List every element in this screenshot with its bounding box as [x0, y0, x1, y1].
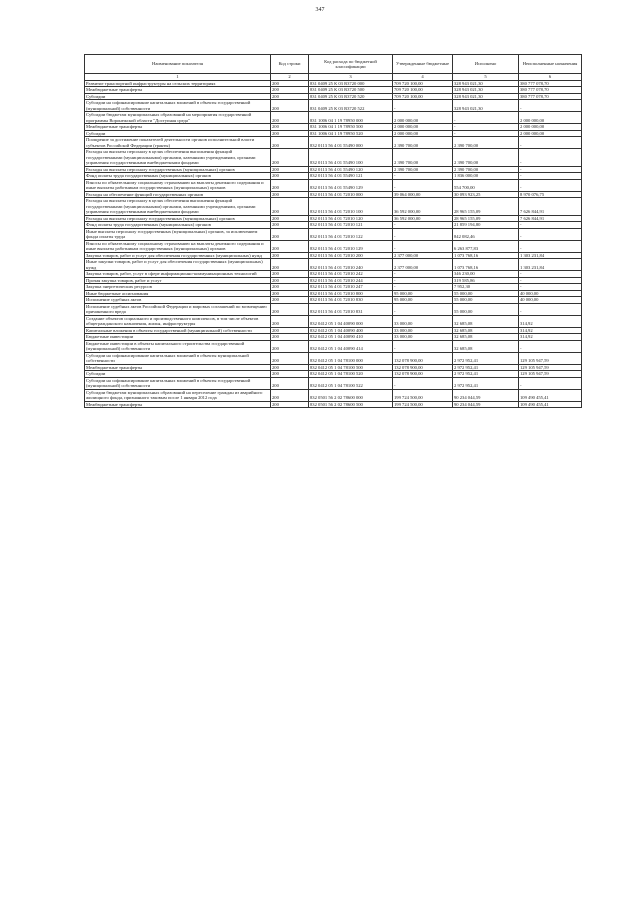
row-line-code: 200 [271, 340, 309, 352]
row-line-code: 200 [271, 315, 309, 327]
column-number: 4 [393, 74, 453, 81]
row-approved-amount: 33 000,00 [393, 327, 453, 334]
row-line-code: 200 [271, 191, 309, 198]
row-line-code: 200 [271, 240, 309, 252]
row-approved-amount: 132 078 900,00 [393, 371, 453, 378]
row-indicator-name: Субсидии [85, 93, 271, 100]
row-unexecuted-amount: 380 777 078,70 [519, 87, 582, 94]
row-line-code: 200 [271, 259, 309, 271]
row-indicator-name: Закупка энергетических ресурсов [85, 284, 271, 291]
row-approved-amount: 2 000 000,00 [393, 130, 453, 137]
column-number: 3 [309, 74, 393, 81]
row-line-code: 200 [271, 297, 309, 304]
row-approved-amount: 199 724 500,00 [393, 389, 453, 401]
row-approved-amount: - [393, 222, 453, 229]
row-approved-amount: 132 078 900,00 [393, 352, 453, 364]
row-executed-amount: 32 685,08 [453, 315, 519, 327]
row-approved-amount: 39 064 000,00 [393, 191, 453, 198]
budget-execution-table [84, 54, 582, 408]
row-unexecuted-amount: - [519, 240, 582, 252]
header-line-code: Код строки [271, 55, 309, 74]
row-approved-amount: 709 720 100,00 [393, 80, 453, 87]
column-number: 1 [85, 74, 271, 81]
row-executed-amount: 32 685,08 [453, 327, 519, 334]
row-line-code: 200 [271, 198, 309, 216]
row-unexecuted-amount: - [519, 303, 582, 315]
row-line-code: 200 [271, 149, 309, 167]
row-line-code: 200 [271, 93, 309, 100]
row-executed-amount: 2 390 700,00 [453, 137, 519, 149]
table-row [85, 401, 582, 408]
table-row [85, 315, 582, 327]
row-unexecuted-amount: - [519, 173, 582, 180]
row-line-code: 200 [271, 377, 309, 389]
row-indicator-name: Исполнение судебных актов Российской Федерации и мировых соглашений по возмещению причиненного вреда [85, 303, 271, 315]
row-line-code: 200 [271, 222, 309, 229]
page-number: 347 [315, 7, 325, 13]
row-budget-code: 832 0113 56 4 01 72010 242 [309, 271, 393, 278]
row-unexecuted-amount: 380 777 078,70 [519, 80, 582, 87]
row-unexecuted-amount: 40 000,00 [519, 290, 582, 297]
row-line-code: 200 [271, 371, 309, 378]
row-indicator-name: Расходы на выплаты персоналу государственных (муниципальных) органов [85, 215, 271, 222]
row-executed-amount: 90 234 044,59 [453, 389, 519, 401]
row-budget-code: 832 0113 56 4 01 72010 830 [309, 297, 393, 304]
row-line-code: 200 [271, 303, 309, 315]
row-indicator-name: Взносы по обязательному социальному страхованию на выплаты денежного содержания и иные выплаты работникам государственных (муниципальных) органов [85, 179, 271, 191]
row-budget-code: 832 0113 56 4 01 55490 100 [309, 149, 393, 167]
row-indicator-name: Создание объектов социального и производственного комплексов, в том числе объектов общегражданского назначения, жилья, инфраструктуры [85, 315, 271, 327]
row-unexecuted-amount: 7 626 844,91 [519, 198, 582, 216]
row-approved-amount: - [393, 173, 453, 180]
row-executed-amount: 319 585,86 [453, 277, 519, 284]
row-line-code: 200 [271, 401, 309, 408]
row-indicator-name: Субсидии бюджетам муниципальных образований на переселение граждан из аварийного жилищного фонда, признанного таковым после 1 января 2012 года [85, 389, 271, 401]
row-executed-amount: 328 943 021,30 [453, 80, 519, 87]
row-unexecuted-amount: 380 777 078,70 [519, 93, 582, 100]
row-budget-code: 832 0501 56 2 02 78600 000 [309, 389, 393, 401]
row-line-code: 200 [271, 112, 309, 124]
row-line-code: 200 [271, 284, 309, 291]
row-unexecuted-amount: 1 303 231,84 [519, 252, 582, 259]
row-line-code: 200 [271, 252, 309, 259]
row-executed-amount: 346 230,00 [453, 271, 519, 278]
row-unexecuted-amount: - [519, 271, 582, 278]
row-indicator-name: Расходы на выплаты персоналу государственных (муниципальных) органов [85, 166, 271, 173]
row-unexecuted-amount: - [519, 284, 582, 291]
row-approved-amount: 2 377 000,00 [393, 259, 453, 271]
row-budget-code: 832 0113 56 4 01 72010 244 [309, 277, 393, 284]
row-indicator-name: Закупка товаров, работ и услуг для обеспечения государственных (муниципальных) нужд [85, 252, 271, 259]
row-line-code: 200 [271, 277, 309, 284]
row-line-code: 200 [271, 166, 309, 173]
row-approved-amount: 36 592 000,00 [393, 198, 453, 216]
row-budget-code: 832 0501 56 2 02 78600 500 [309, 401, 393, 408]
table-row [85, 303, 582, 315]
table-header-row [85, 55, 582, 74]
row-unexecuted-amount: - [519, 179, 582, 191]
row-executed-amount: 328 943 021,30 [453, 100, 519, 112]
row-budget-code: 832 0113 56 4 01 72010 121 [309, 222, 393, 229]
row-executed-amount: 328 943 021,30 [453, 87, 519, 94]
row-budget-code: 832 0113 56 4 01 72010 247 [309, 284, 393, 291]
row-unexecuted-amount: - [519, 100, 582, 112]
header-indicator-name: Наименование показателя [85, 55, 271, 74]
column-number: 2 [271, 74, 309, 81]
header-approved-assignments: Утвержденные бюджетные [393, 55, 453, 74]
row-executed-amount: 90 234 044,59 [453, 401, 519, 408]
row-executed-amount: 55 000,00 [453, 303, 519, 315]
row-executed-amount: 1 073 768,16 [453, 259, 519, 271]
row-approved-amount: - [393, 228, 453, 240]
row-budget-code: 832 0412 05 1 04 40090 414 [309, 340, 393, 352]
row-budget-code: 832 0113 56 4 01 55490 120 [309, 166, 393, 173]
row-executed-amount: 55 000,00 [453, 290, 519, 297]
row-indicator-name: Капитальные вложения в объекты государственной (муниципальной) собственности [85, 327, 271, 334]
row-indicator-name: Субсидии [85, 130, 271, 137]
row-indicator-name: Иные бюджетные ассигнования [85, 290, 271, 297]
row-line-code: 200 [271, 179, 309, 191]
table-row [85, 179, 582, 191]
row-budget-code: 832 0113 56 4 01 72010 831 [309, 303, 393, 315]
row-executed-amount: 6 263 877,83 [453, 240, 519, 252]
row-unexecuted-amount: - [519, 228, 582, 240]
row-budget-code: 831 0409 25 К 03 R3720 520 [309, 93, 393, 100]
row-executed-amount: - [453, 130, 519, 137]
row-indicator-name: Субсидии на софинансирование капитальных вложений в объекты государственной (муниципальной) собственности [85, 100, 271, 112]
row-budget-code: 832 0113 56 4 01 72010 240 [309, 259, 393, 271]
row-budget-code: 832 0113 56 4 01 72010 200 [309, 252, 393, 259]
row-approved-amount: - [393, 284, 453, 291]
row-unexecuted-amount: 2 000 000,00 [519, 130, 582, 137]
row-executed-amount: 55 000,00 [453, 297, 519, 304]
row-indicator-name: Фонд оплаты труда государственных (муниципальных) органов [85, 222, 271, 229]
row-approved-amount: 709 720 100,00 [393, 87, 453, 94]
row-executed-amount: 328 943 021,30 [453, 93, 519, 100]
row-budget-code: 831 0409 25 К 03 R3720 000 [309, 80, 393, 87]
row-executed-amount: 2 390 700,00 [453, 149, 519, 167]
row-line-code: 200 [271, 389, 309, 401]
row-approved-amount: 95 000,00 [393, 290, 453, 297]
row-unexecuted-amount: - [519, 166, 582, 173]
row-budget-code: 831 1006 04 1 19 78950 000 [309, 112, 393, 124]
row-approved-amount: 2 000 000,00 [393, 112, 453, 124]
row-approved-amount: 36 592 000,00 [393, 215, 453, 222]
row-unexecuted-amount: - [519, 149, 582, 167]
row-indicator-name: Фонд оплаты труда государственных (муниципальных) органов [85, 173, 271, 180]
row-indicator-name: Иные выплаты персоналу государственных (муниципальных) органов, за исключением фонда оплаты труда [85, 228, 271, 240]
row-line-code: 200 [271, 137, 309, 149]
row-line-code: 200 [271, 100, 309, 112]
row-unexecuted-amount: 314,92 [519, 334, 582, 341]
row-line-code: 200 [271, 87, 309, 94]
row-budget-code: 832 0412 05 1 04 40090 410 [309, 334, 393, 341]
row-executed-amount: 2 972 952,41 [453, 364, 519, 371]
row-approved-amount: 33 000,00 [393, 315, 453, 327]
row-unexecuted-amount: - [519, 377, 582, 389]
row-indicator-name: Взносы по обязательному социальному страхованию на выплаты денежного содержания и иные выплаты работникам государственных (муниципальных) органов [85, 240, 271, 252]
column-number: 6 [519, 74, 582, 81]
table-row [85, 389, 582, 401]
table-row [85, 137, 582, 149]
row-line-code: 200 [271, 352, 309, 364]
header-budget-classification-code: Код расхода по бюджетной классификации [309, 55, 393, 74]
row-executed-amount: 1 073 768,16 [453, 252, 519, 259]
row-executed-amount: 32 685,08 [453, 340, 519, 352]
row-executed-amount: 28 965 155,09 [453, 215, 519, 222]
row-unexecuted-amount: 2 000 000,00 [519, 124, 582, 131]
row-line-code: 200 [271, 80, 309, 87]
row-budget-code: 832 0113 56 4 01 72010 100 [309, 198, 393, 216]
row-indicator-name: Субсидии на софинансирование капитальных вложений в объекты муниципальной собственности [85, 352, 271, 364]
row-indicator-name: Расходы на выплаты персоналу в целях обеспечения выполнения функций государственными (муниципальными) органами, казенными учреждениями, органами управления государственными внебюджетными фондами [85, 149, 271, 167]
row-line-code: 200 [271, 215, 309, 222]
row-budget-code: 831 1006 04 1 19 78950 520 [309, 130, 393, 137]
row-unexecuted-amount: 2 000 000,00 [519, 112, 582, 124]
row-approved-amount: - [393, 240, 453, 252]
row-budget-code: 832 0412 05 1 04 78100 000 [309, 352, 393, 364]
header-unexecuted-assignments: Неисполненные назначения [519, 55, 582, 74]
table-row [85, 149, 582, 167]
row-line-code: 200 [271, 271, 309, 278]
row-budget-code: 831 1006 04 1 19 78950 500 [309, 124, 393, 131]
row-executed-amount: - [453, 112, 519, 124]
row-indicator-name: Бюджетные инвестиции в объекты капитального строительства государственной (муниципальной) собственности [85, 340, 271, 352]
table-row [85, 352, 582, 364]
row-approved-amount: 2 377 000,00 [393, 252, 453, 259]
table-row [85, 228, 582, 240]
table-row [85, 112, 582, 124]
row-executed-amount: 2 972 952,41 [453, 377, 519, 389]
row-unexecuted-amount: 314,92 [519, 315, 582, 327]
row-unexecuted-amount: 8 970 076,75 [519, 191, 582, 198]
row-approved-amount: 2 390 700,00 [393, 166, 453, 173]
row-executed-amount: - [453, 124, 519, 131]
row-indicator-name: Закупка товаров, работ, услуг в сфере информационно-коммуникационных технологий [85, 271, 271, 278]
row-budget-code: 832 0113 56 4 01 72010 800 [309, 290, 393, 297]
row-unexecuted-amount: 40 000,00 [519, 297, 582, 304]
row-budget-code: 832 0113 56 4 01 55490 000 [309, 137, 393, 149]
row-unexecuted-amount: 7 626 844,91 [519, 215, 582, 222]
row-budget-code: 832 0113 56 4 01 72010 120 [309, 215, 393, 222]
row-unexecuted-amount: 129 105 947,59 [519, 364, 582, 371]
row-indicator-name: Межбюджетные трансферты [85, 401, 271, 408]
row-executed-amount: 30 093 923,25 [453, 191, 519, 198]
row-executed-amount: 21 859 194,80 [453, 222, 519, 229]
row-indicator-name: Расходы на выплаты персоналу в целях обеспечения выполнения функций государственными (муниципальными) органами, казенными учреждениями, органами управления государственными внебюджетными фондами [85, 198, 271, 216]
table-row [85, 377, 582, 389]
row-unexecuted-amount: 129 105 947,59 [519, 371, 582, 378]
row-line-code: 200 [271, 173, 309, 180]
row-executed-amount: 28 965 155,09 [453, 198, 519, 216]
row-executed-amount: 2 972 952,41 [453, 371, 519, 378]
row-line-code: 200 [271, 290, 309, 297]
row-budget-code: 832 0113 56 4 01 55490 129 [309, 179, 393, 191]
row-unexecuted-amount: 109 490 455,41 [519, 389, 582, 401]
header-executed: Исполнено [453, 55, 519, 74]
row-approved-amount: - [393, 277, 453, 284]
row-budget-code: 832 0412 05 1 04 78100 520 [309, 371, 393, 378]
row-line-code: 200 [271, 364, 309, 371]
row-executed-amount: 7 952,30 [453, 284, 519, 291]
row-line-code: 200 [271, 334, 309, 341]
row-indicator-name: Поощрение за достижение показателей деятельности органов исполнительной власти субъектов Российской Федерации (гранты) [85, 137, 271, 149]
row-unexecuted-amount: 109 490 455,41 [519, 401, 582, 408]
row-approved-amount: 199 724 500,00 [393, 401, 453, 408]
row-budget-code: 832 0412 05 1 04 40090 400 [309, 327, 393, 334]
row-executed-amount: 2 972 952,41 [453, 352, 519, 364]
row-line-code: 200 [271, 130, 309, 137]
row-indicator-name: Иные закупки товаров, работ и услуг для обеспечения государственных (муниципальных) нужд [85, 259, 271, 271]
row-unexecuted-amount: 314,92 [519, 327, 582, 334]
row-unexecuted-amount: - [519, 222, 582, 229]
row-indicator-name: Прочая закупка товаров, работ и услуг [85, 277, 271, 284]
row-approved-amount: 2 390 700,00 [393, 149, 453, 167]
table-row [85, 240, 582, 252]
row-budget-code: 832 0412 05 1 04 78100 522 [309, 377, 393, 389]
row-indicator-name: Субсидии [85, 371, 271, 378]
row-unexecuted-amount: 129 105 947,59 [519, 352, 582, 364]
row-indicator-name: Субсидии на софинансирование капитальных вложений в объекты государственной (муниципальной) собственности [85, 377, 271, 389]
row-indicator-name: Бюджетные инвестиции [85, 334, 271, 341]
row-line-code: 200 [271, 327, 309, 334]
row-approved-amount: 95 000,00 [393, 297, 453, 304]
row-unexecuted-amount: - [519, 340, 582, 352]
row-indicator-name: Исполнение судебных актов [85, 297, 271, 304]
row-indicator-name: Развитие транспортной инфраструктуры на сельских территориях [85, 80, 271, 87]
row-budget-code: 831 0409 25 К 03 R3720 522 [309, 100, 393, 112]
table-body [85, 80, 582, 408]
row-executed-amount: 32 685,08 [453, 334, 519, 341]
row-executed-amount: 842 082,46 [453, 228, 519, 240]
table-row [85, 100, 582, 112]
row-unexecuted-amount: - [519, 137, 582, 149]
row-approved-amount: 2 000 000,00 [393, 124, 453, 131]
row-line-code: 200 [271, 124, 309, 131]
row-approved-amount: - [393, 100, 453, 112]
row-budget-code: 832 0113 56 4 01 72010 129 [309, 240, 393, 252]
row-executed-amount: 1 836 000,00 [453, 173, 519, 180]
row-indicator-name: Межбюджетные трансферты [85, 124, 271, 131]
row-indicator-name: Субсидии бюджетам муниципальных образований на мероприятия государственной программы Воронежской области "Доступная среда" [85, 112, 271, 124]
row-indicator-name: Межбюджетные трансферты [85, 364, 271, 371]
row-approved-amount: - [393, 271, 453, 278]
row-approved-amount: 132 078 900,00 [393, 364, 453, 371]
row-approved-amount: - [393, 340, 453, 352]
table-row [85, 198, 582, 216]
row-approved-amount: - [393, 179, 453, 191]
row-approved-amount: 709 720 100,00 [393, 93, 453, 100]
row-executed-amount: 554 700,00 [453, 179, 519, 191]
row-budget-code: 832 0113 56 4 01 55490 121 [309, 173, 393, 180]
row-approved-amount: 33 000,00 [393, 334, 453, 341]
row-line-code: 200 [271, 228, 309, 240]
row-budget-code: 832 0412 05 1 04 78100 500 [309, 364, 393, 371]
row-indicator-name: Расходы на обеспечение функций государственных органов [85, 191, 271, 198]
row-unexecuted-amount: - [519, 277, 582, 284]
table-row [85, 340, 582, 352]
table-row [85, 259, 582, 271]
row-indicator-name: Межбюджетные трансферты [85, 87, 271, 94]
row-unexecuted-amount: 1 303 231,84 [519, 259, 582, 271]
row-budget-code: 832 0113 56 4 01 72010 000 [309, 191, 393, 198]
row-approved-amount: 2 390 700,00 [393, 137, 453, 149]
row-executed-amount: 2 390 700,00 [453, 166, 519, 173]
row-approved-amount: - [393, 303, 453, 315]
row-budget-code: 832 0412 05 1 04 40090 000 [309, 315, 393, 327]
row-approved-amount: - [393, 377, 453, 389]
row-budget-code: 831 0409 25 К 03 R3720 500 [309, 87, 393, 94]
row-budget-code: 832 0113 56 4 01 72010 122 [309, 228, 393, 240]
column-number: 5 [453, 74, 519, 81]
